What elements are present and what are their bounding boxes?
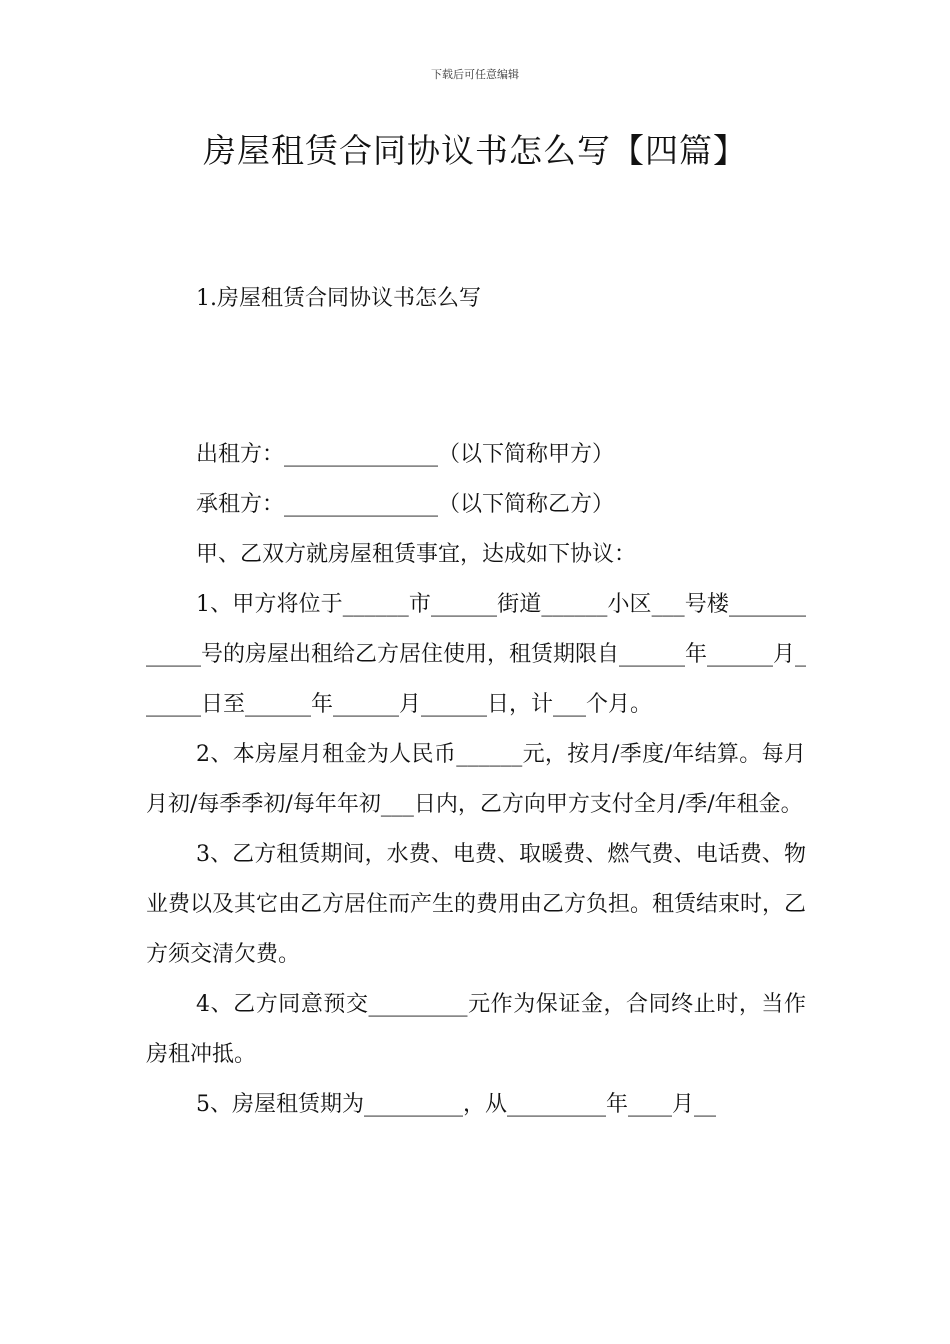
paragraph-clause-3: 3、乙方租赁期间，水费、电费、取暖费、燃气费、电话费、物业费以及其它由乙方居住而产生的费用由乙方负担。租赁结束时，乙方须交清欠费。 [146, 842, 807, 967]
paragraph-clause-4: 4、乙方同意预交_________元作为保证金，合同终止时，当作房租冲抵。 [146, 992, 806, 1067]
paragraph-clause-5: 5、房屋租赁期为_________，从_________年____月__ [196, 1092, 716, 1117]
paragraph-lessee: 承租方：______________（以下简称乙方） [196, 492, 615, 517]
header-note: 下载后可任意编辑 [431, 68, 519, 81]
paragraph-clause-2: 2、本房屋月租金为人民币______元，按月/季度/年结算。每月月初/每季季初/每年年初___日内，乙方向甲方支付全月/季/年租金。 [146, 742, 806, 817]
document-body [146, 430, 806, 1130]
section-heading: 1.房屋租赁合同协议书怎么写 [196, 286, 481, 311]
paragraph-agreement-intro: 甲、乙双方就房屋租赁事宜，达成如下协议： [196, 542, 637, 567]
paragraph-lessor: 出租方：______________（以下简称甲方） [196, 442, 615, 467]
document-title: 房屋租赁合同协议书怎么写【四篇】 [203, 131, 747, 170]
paragraph-clause-1: 1、甲方将位于______市______街道______小区___号楼____________号的房屋出租给乙方居住使用，租赁期限自______年______月______日至______年______月______日，计___个月。 [146, 592, 807, 717]
